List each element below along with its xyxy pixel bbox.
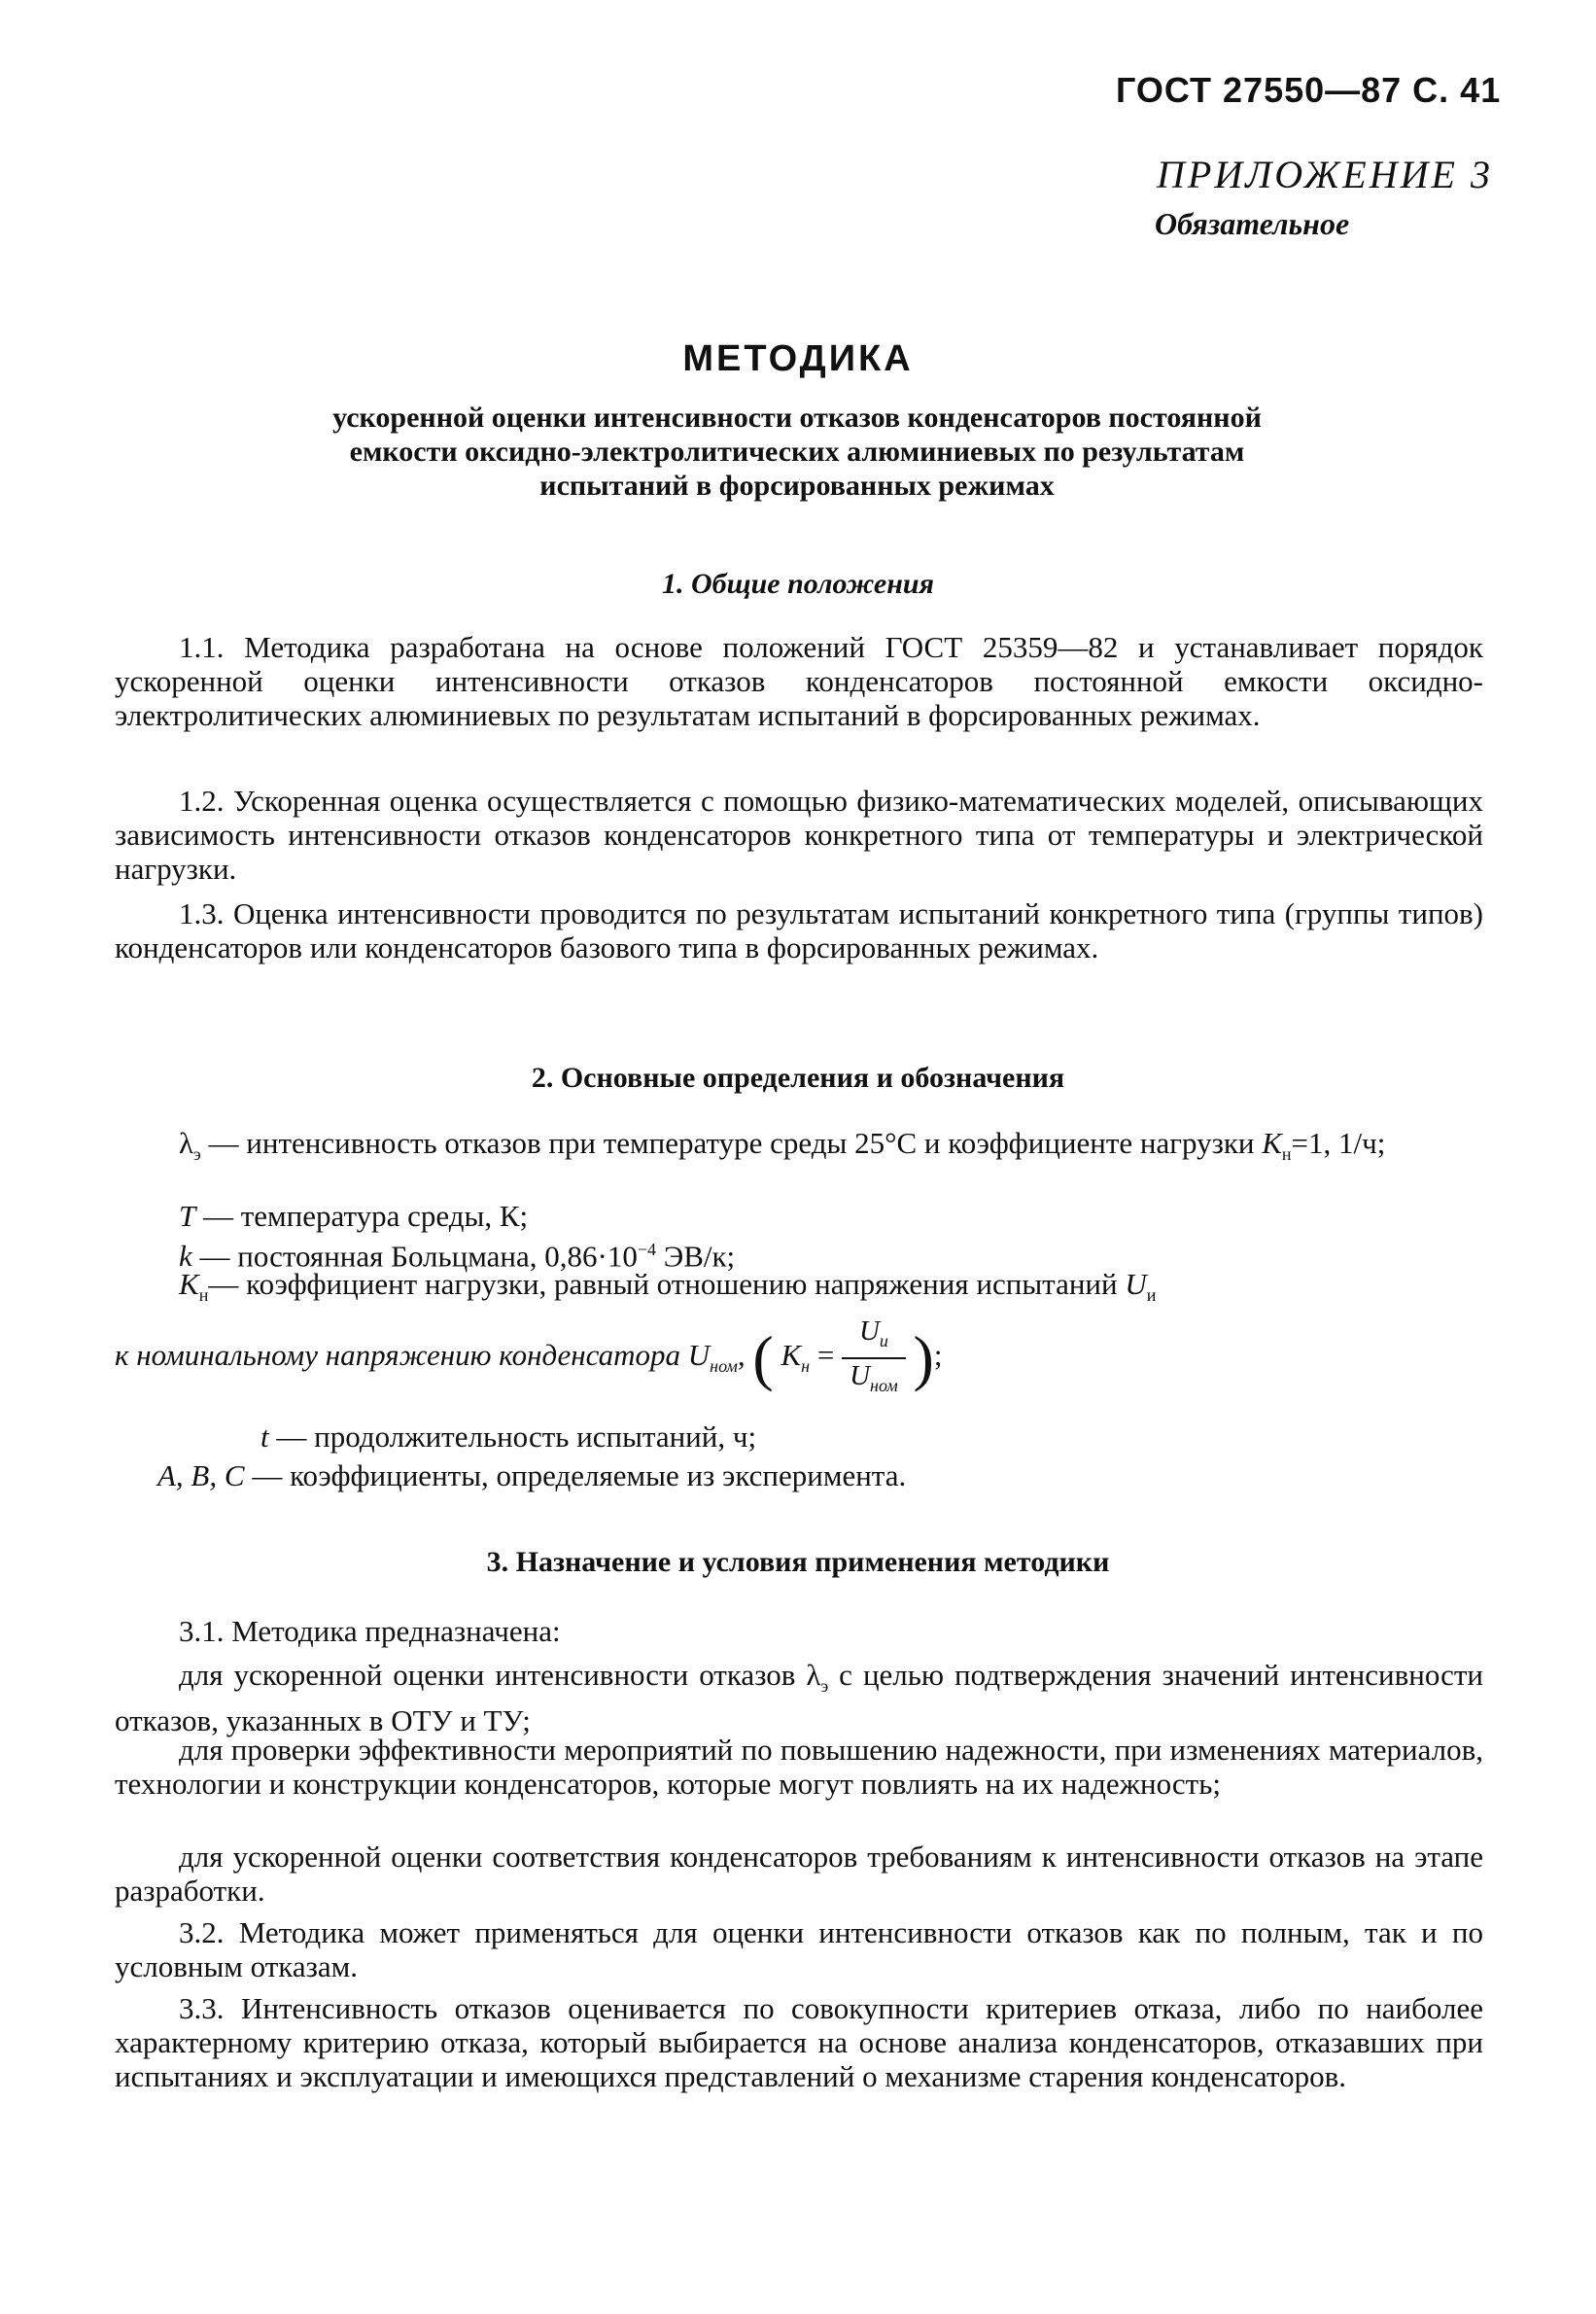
definition-load-factor — [115, 1267, 1483, 1313]
k-definition: — постоянная Больцмана, 0,86·10 — [191, 1239, 638, 1274]
lambda-symbol: λ — [179, 1126, 194, 1160]
p3-1a-subscript: э — [820, 1676, 829, 1697]
lambda-definition: — интенсивность отказов при температуре среды 25°С и коэффициенте нагрузки — [200, 1126, 1263, 1160]
t-definition: — температура среды, К; — [195, 1199, 529, 1233]
paragraph-1-2: 1.2. Ускоренная оценка осуществляется с помощью физико-математических моделей, описывающих зависимость интенсивности отказов конденсаторов конкретного типа от температуры и электрической нагрузки. — [115, 784, 1483, 886]
paragraph-3-3: 3.3. Интенсивность отказов оценивается по совокупности критериев отказа, либо по наиболее характерному критерию отказа, который выбирается на основе анализа конденсаторов, отказавших при испытаниях и эксплуатации и имеющихся представлений о механизме старения конденсаторов. — [115, 1991, 1483, 2093]
numerator-symbol: U — [858, 1315, 880, 1347]
kn-symbol: K — [1262, 1126, 1282, 1160]
definition-duration — [115, 1420, 1483, 1454]
paragraph-1-1: 1.1. Методика разработана на основе положений ГОСТ 25359—82 и устанавливает порядок ускоренной оценки интенсивности отказов конденсаторов постоянной емкости оксидно-электролитических алюминиевых по результатам испытаний в форсированных режимах. — [115, 630, 1483, 732]
unom-subscript: ном — [710, 1356, 738, 1377]
fraction-denominator — [842, 1359, 906, 1402]
subtitle-line: ускоренной оценки интенсивности отказов конденсаторов постоянной — [332, 402, 1262, 434]
section-2-heading: 2. Основные определения и обозначения — [531, 1062, 1065, 1094]
definition-temperature — [115, 1199, 1483, 1233]
definition-coefficients — [115, 1458, 1483, 1492]
formula-end: ; — [933, 1337, 943, 1372]
section-3-heading: 3. Назначение и условия применения методики — [486, 1546, 1110, 1578]
p3-1a-tail: с целью подтверждения значений интенсивности отказов, указанных в ОТУ и ТУ; — [115, 1658, 1483, 1738]
standard-code: ГОСТ 27550—87 С. 41 — [1116, 70, 1502, 110]
kn-def-symbol: K — [179, 1267, 199, 1301]
load-factor-formula: к номинальному напряжению конденсатора $U_{ном}$, ( $K_н$ = $\frac{U_и}{U_{ном}}$ ); — [115, 1315, 1483, 1405]
formula-kn-subscript: н — [801, 1356, 811, 1377]
p3-1a-text: для ускоренной оценки интенсивности отказов λ — [179, 1658, 821, 1692]
lambda-subscript: э — [193, 1144, 201, 1165]
denominator-symbol: U — [850, 1359, 871, 1391]
kn-subscript: н — [1281, 1144, 1292, 1165]
subtitle-line: емкости оксидно-электролитических алюминиевых по результатам — [349, 436, 1245, 468]
t-symbol: T — [179, 1199, 196, 1233]
k-unit: ЭВ/к; — [655, 1239, 736, 1274]
denominator-subscript: ном — [870, 1375, 898, 1395]
lambda-tail: =1, 1/ч; — [1291, 1126, 1386, 1160]
paragraph-3-1b: для проверки эффективности мероприятий по повышению надежности, при изменениях материалов, технологии и конструкции конденсаторов, которые могут повлиять на их надежность; — [115, 1733, 1483, 1801]
k-symbol: k — [179, 1239, 192, 1274]
ui-symbol: U — [1125, 1267, 1147, 1301]
duration-definition: — продолжительность испытаний, ч; — [268, 1420, 757, 1454]
unom-symbol: U — [687, 1337, 711, 1372]
paragraph-1-3: 1.3. Оценка интенсивности проводится по результатам испытаний конкретного типа (группы типов) конденсаторов или конденсаторов базового типа в форсированных режимах. — [115, 896, 1483, 964]
paragraph-3-1a — [115, 1658, 1483, 1737]
subtitle-line: испытаний в форсированных режимах — [539, 470, 1055, 502]
k-exponent: −4 — [637, 1240, 656, 1259]
appendix-label: ПРИЛОЖЕНИЕ 3 — [1157, 153, 1493, 196]
definition-lambda — [115, 1126, 1483, 1172]
duration-symbol: t — [260, 1420, 269, 1454]
document-subtitle — [194, 401, 1400, 503]
kn-definition: — коэффициент нагрузки, равный отношению напряжения испытаний — [208, 1267, 1126, 1301]
fraction-numerator — [842, 1315, 906, 1359]
formula-equals: = — [810, 1337, 843, 1372]
abc-symbols: A, B, C — [157, 1458, 245, 1492]
document-title: МЕТОДИКА — [682, 338, 914, 379]
close-paren: ) — [913, 1322, 934, 1392]
formula-prefix: к номинальному напряжению конденсатора — [115, 1337, 688, 1372]
section-1-heading: 1. Общие положения — [662, 568, 934, 600]
ui-subscript: и — [1146, 1285, 1157, 1306]
kn-def-subscript: н — [198, 1285, 209, 1306]
open-paren: ( — [752, 1322, 774, 1392]
abc-definition: — коэффициенты, определяемые из эксперимента. — [244, 1458, 907, 1492]
numerator-subscript: и — [879, 1330, 888, 1350]
paragraph-3-2: 3.2. Методика может применяться для оценки интенсивности отказов как по полным, так и по условным отказам. — [115, 1915, 1483, 1983]
paragraph-3-1c: для ускоренной оценки соответствия конденсаторов требованиям к интенсивности отказов на этапе разработки. — [115, 1840, 1483, 1908]
formula-kn: K — [781, 1337, 802, 1372]
appendix-status: Обязательное — [1155, 206, 1350, 241]
fraction — [842, 1315, 906, 1402]
paragraph-3-1: 3.1. Методика предназначена: — [179, 1614, 561, 1648]
